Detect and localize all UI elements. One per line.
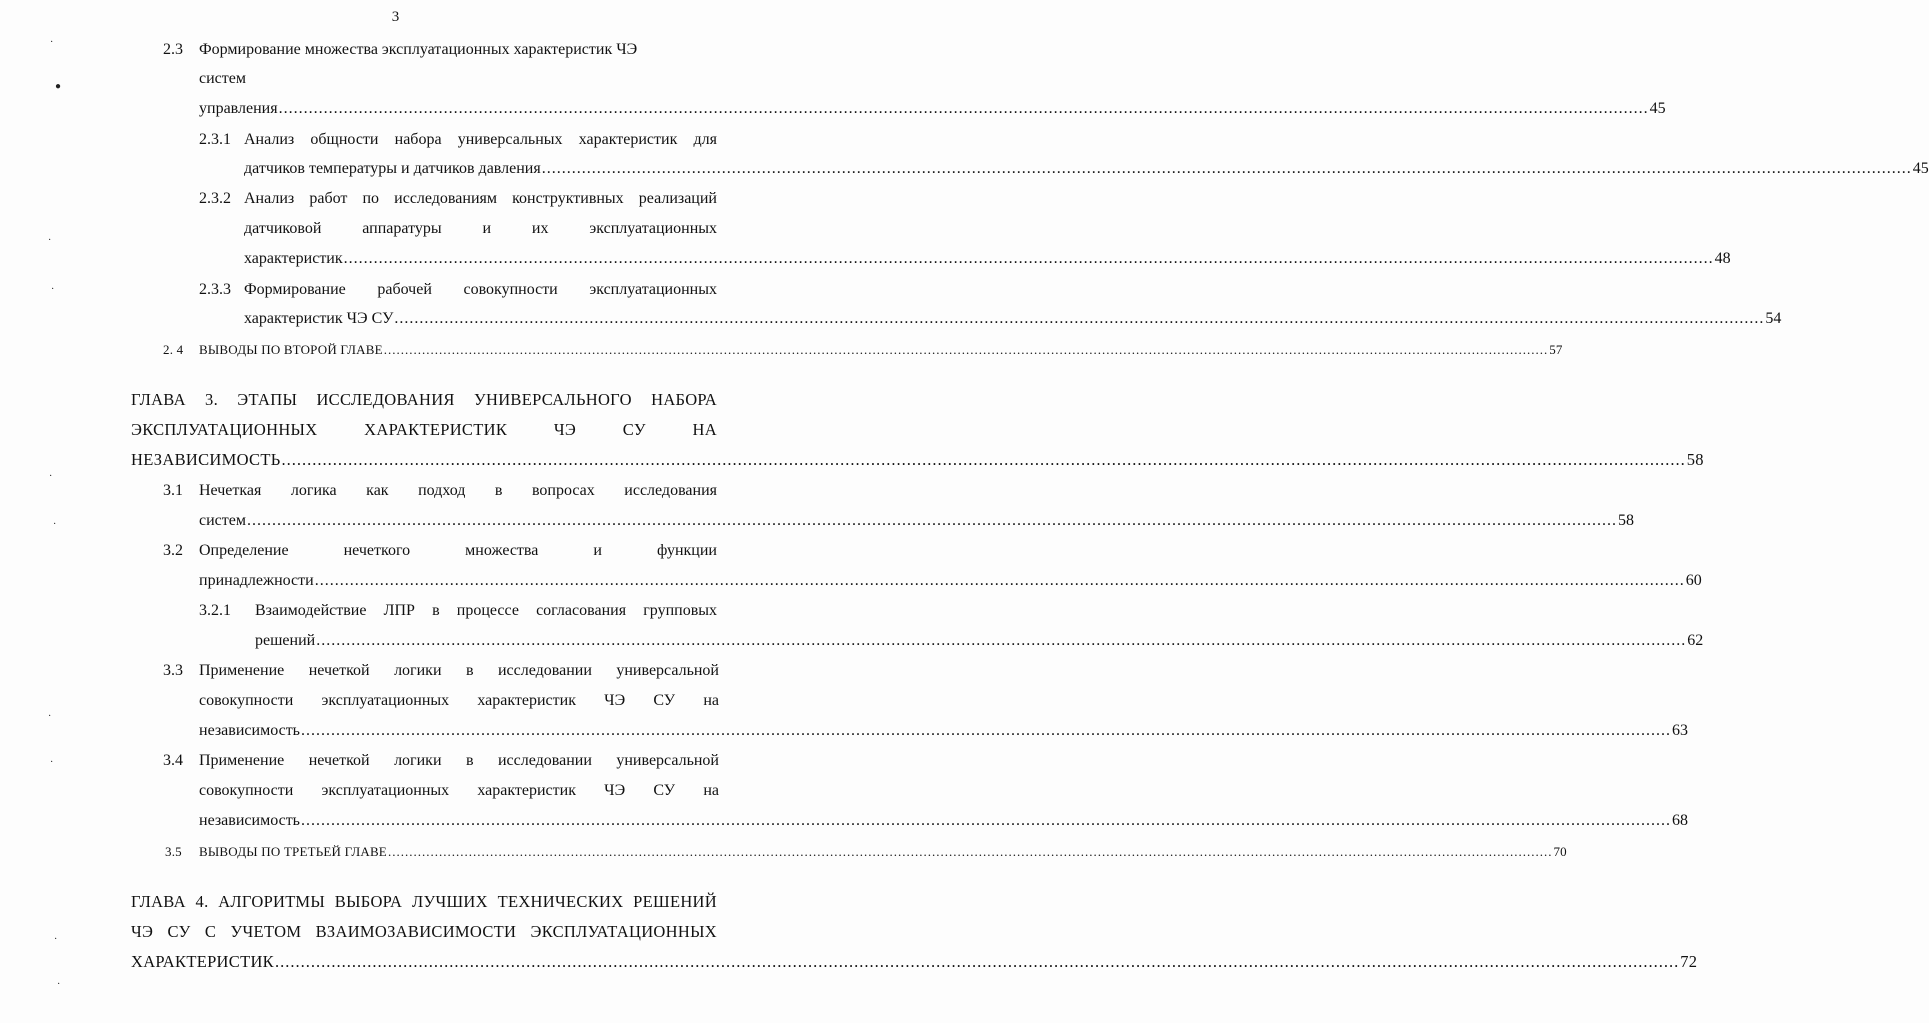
toc-entry-last-line bbox=[199, 340, 1563, 360]
scan-speck: · bbox=[48, 235, 52, 246]
toc-page-number: 62 bbox=[1687, 632, 1704, 649]
toc-title-line: совокупности эксплуатационных характеристик ЧЭ СУ на bbox=[199, 692, 719, 709]
toc-page-number: 58 bbox=[1686, 450, 1704, 469]
toc-entry-last-line bbox=[131, 450, 1704, 470]
toc-page-number: 60 bbox=[1685, 572, 1702, 589]
chapter-heading-line: НЕЗАВИСИМОСТЬ bbox=[131, 450, 281, 469]
toc-title-line: Нечеткая логика как подход в вопросах исследования bbox=[199, 482, 717, 499]
toc-title-line: Формирование множества эксплуатационных характеристик ЧЭ bbox=[199, 41, 638, 58]
scan-speck: ● bbox=[55, 81, 62, 92]
toc-entry-last-line bbox=[244, 159, 1929, 179]
toc-number: 2.3.3 bbox=[199, 281, 231, 298]
dot-leader: .................................................................................................................................................................................................................................................................................. bbox=[314, 572, 1685, 589]
toc-entry-last-line bbox=[255, 631, 1704, 651]
dot-leader: .................................................................................................................................................................................................................................................................................. bbox=[316, 632, 1687, 649]
toc-page-number: 45 bbox=[1912, 160, 1929, 177]
toc-entry-last-line bbox=[244, 249, 1731, 269]
toc-page-number: 48 bbox=[1714, 250, 1731, 267]
toc-number: 3.2 bbox=[163, 542, 183, 559]
toc-title-line: датчиковой аппаратуры и их эксплуатационных bbox=[244, 220, 717, 237]
toc-page-number: 72 bbox=[1680, 952, 1698, 971]
scan-speck: · bbox=[57, 979, 61, 990]
toc-number: 3.3 bbox=[163, 662, 183, 679]
toc-title-line: Анализ работ по исследованиям конструктивных реализаций bbox=[244, 190, 717, 207]
toc-number: 3.4 bbox=[163, 752, 183, 769]
dot-leader: .................................................................................................................................................................................................................................................................................. bbox=[387, 844, 1553, 859]
toc-number: 2.3.2 bbox=[199, 190, 231, 207]
dot-leader: .................................................................................................................................................................................................................................................................................. bbox=[246, 512, 1617, 529]
toc-number: 3.2.1 bbox=[199, 602, 231, 619]
chapter-heading-line: ГЛАВА 4. АЛГОРИТМЫ ВЫБОРА ЛУЧШИХ ТЕХНИЧЕСКИХ РЕШЕНИЙ bbox=[131, 892, 717, 911]
scan-speck: · bbox=[53, 519, 57, 530]
scan-speck: · bbox=[48, 711, 52, 722]
scan-speck: · bbox=[50, 37, 54, 48]
dot-leader: .................................................................................................................................................................................................................................................................................. bbox=[541, 160, 1912, 177]
toc-number: 2.3.1 bbox=[199, 131, 231, 148]
toc-entry-last-line bbox=[244, 309, 1782, 329]
toc-entry-last-line bbox=[199, 842, 1567, 862]
toc-title-line: независимость bbox=[199, 812, 300, 829]
toc-page-number: 63 bbox=[1671, 722, 1688, 739]
toc-title-line: Формирование рабочей совокупности эксплуатационных bbox=[244, 281, 717, 298]
toc-title-line: характеристик bbox=[244, 250, 343, 267]
dot-leader: .................................................................................................................................................................................................................................................................................. bbox=[274, 952, 1680, 971]
toc-entry-last-line bbox=[199, 99, 1666, 119]
toc-title-line: систем bbox=[199, 70, 246, 87]
toc-page-number: 58 bbox=[1617, 512, 1634, 529]
toc-title-line: ВЫВОДЫ ПО ВТОРОЙ ГЛАВЕ bbox=[199, 342, 383, 357]
toc-title-line: совокупности эксплуатационных характеристик ЧЭ СУ на bbox=[199, 782, 719, 799]
dot-leader: .................................................................................................................................................................................................................................................................................. bbox=[343, 250, 1714, 267]
toc-number: 2.3 bbox=[163, 41, 183, 58]
toc-page-number: 45 bbox=[1649, 100, 1666, 117]
chapter-heading-line: ЧЭ СУ С УЧЕТОМ ВЗАИМОЗАВИСИМОСТИ ЭКСПЛУАТАЦИОННЫХ bbox=[131, 922, 717, 941]
toc-page-number: 57 bbox=[1549, 342, 1563, 357]
scan-speck: · bbox=[54, 934, 58, 945]
toc-title-line: управления bbox=[199, 100, 278, 117]
dot-leader: .................................................................................................................................................................................................................................................................................. bbox=[281, 450, 1686, 469]
toc-entry-last-line bbox=[131, 952, 1698, 972]
toc-title-line: Применение нечеткой логики в исследовании универсальной bbox=[199, 662, 719, 679]
toc-entry-last-line bbox=[199, 811, 1688, 831]
toc-title-line: ВЫВОДЫ ПО ТРЕТЬЕЙ ГЛАВЕ bbox=[199, 844, 387, 859]
dot-leader: .................................................................................................................................................................................................................................................................................. bbox=[383, 342, 1549, 357]
chapter-heading-line: ХАРАКТЕРИСТИК bbox=[131, 952, 274, 971]
toc-number: 2. 4 bbox=[163, 342, 184, 357]
toc-entry-last-line bbox=[199, 721, 1688, 741]
dot-leader: .................................................................................................................................................................................................................................................................................. bbox=[394, 310, 1765, 327]
toc-number: 3.5 bbox=[165, 844, 182, 859]
page-number: 3 bbox=[391, 9, 400, 25]
toc-title-line: Применение нечеткой логики в исследовании универсальной bbox=[199, 752, 719, 769]
scan-speck: · bbox=[50, 757, 54, 768]
scan-speck: · bbox=[49, 471, 53, 482]
dot-leader: .................................................................................................................................................................................................................................................................................. bbox=[300, 722, 1671, 739]
toc-page-number: 68 bbox=[1671, 812, 1688, 829]
toc-page-number: 54 bbox=[1765, 310, 1782, 327]
toc-title-line: решений bbox=[255, 632, 316, 649]
dot-leader: .................................................................................................................................................................................................................................................................................. bbox=[300, 812, 1671, 829]
chapter-heading-line: ГЛАВА 3. ЭТАПЫ ИССЛЕДОВАНИЯ УНИВЕРСАЛЬНОГО НАБОРА bbox=[131, 390, 717, 409]
toc-title-line: Анализ общности набора универсальных характеристик для bbox=[244, 131, 717, 148]
toc-title-line: датчиков температуры и датчиков давления bbox=[244, 160, 541, 177]
toc-title-line: принадлежности bbox=[199, 572, 314, 589]
toc-title-line: Определение нечеткого множества и функции bbox=[199, 542, 717, 559]
chapter-heading-line: ЭКСПЛУАТАЦИОННЫХ ХАРАКТЕРИСТИК ЧЭ СУ НА bbox=[131, 420, 717, 439]
toc-title-line: независимость bbox=[199, 722, 300, 739]
toc-page-number: 70 bbox=[1553, 844, 1567, 859]
toc-entry-last-line bbox=[199, 511, 1634, 531]
dot-leader: .................................................................................................................................................................................................................................................................................. bbox=[278, 100, 1649, 117]
scan-speck: · bbox=[51, 284, 55, 295]
toc-title-line: Взаимодействие ЛПР в процессе согласования групповых bbox=[255, 602, 717, 619]
toc-title-line: систем bbox=[199, 512, 246, 529]
toc-entry-last-line bbox=[199, 571, 1702, 591]
toc-number: 3.1 bbox=[163, 482, 183, 499]
toc-title-line: характеристик ЧЭ СУ bbox=[244, 310, 394, 327]
